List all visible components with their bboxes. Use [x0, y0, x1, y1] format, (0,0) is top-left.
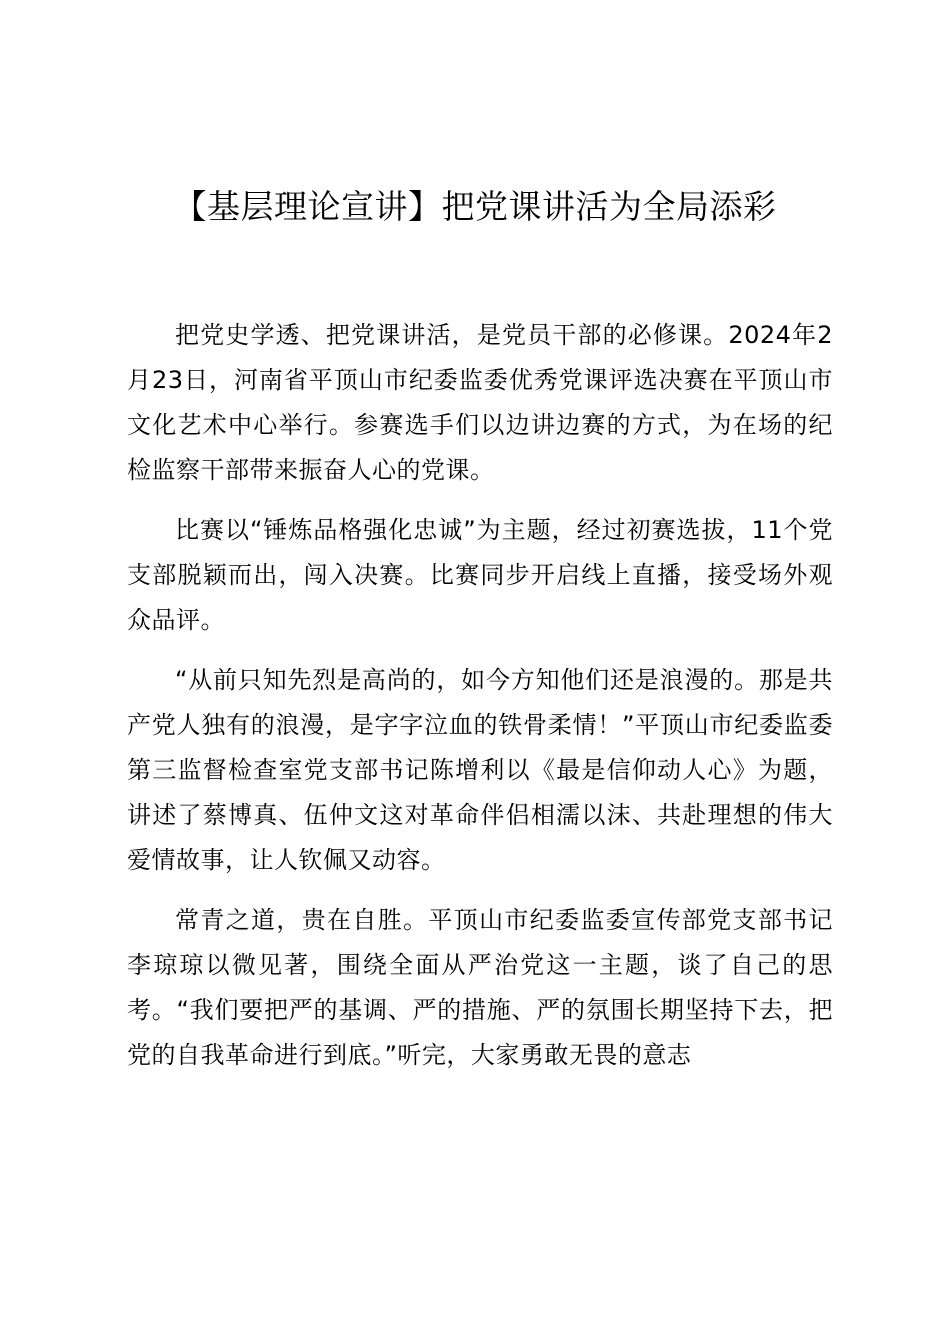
paragraph-3: “从前只知先烈是高尚的，如今方知他们还是浪漫的。那是共产党人独有的浪漫，是字字泣血的铁骨柔情！”平顶山市纪委监委第三监督检查室党支部书记陈增利以《最是信仰动人心》为题，讲述了蔡博真、伍仲文这对革命伴侣相濡以沫、共赴理想的伟大爱情故事，让人钦佩又动容。 — [127, 666, 833, 874]
paragraph-4: 常青之道，贵在自胜。平顶山市纪委监委宣传部党支部书记李琼琼以微见著，围绕全面从严治党这一主题，谈了自己的思考。“我们要把严的基调、严的措施、严的氛围长期坚持下去，把党的自我革命进行到底。”听完，大家勇敢无畏的意志 — [127, 906, 833, 1069]
paragraph-2: 比赛以“锤炼品格强化忠诚”为主题，经过初赛选拔，11个党支部脱颖而出，闯入决赛。比赛同步开启线上直播，接受场外观众品评。 — [127, 516, 833, 634]
paragraph-1: 把党史学透、把党课讲活，是党员干部的必修课。2024年2月23日，河南省平顶山市纪委监委优秀党课评选决赛在平顶山市文化艺术中心举行。参赛选手们以边讲边赛的方式，为在场的纪检监察干部带来振奋人心的党课。 — [127, 321, 833, 484]
document-body — [127, 313, 833, 1093]
document-title: 【基层理论宣讲】把党课讲活为全局添彩 — [173, 187, 777, 226]
